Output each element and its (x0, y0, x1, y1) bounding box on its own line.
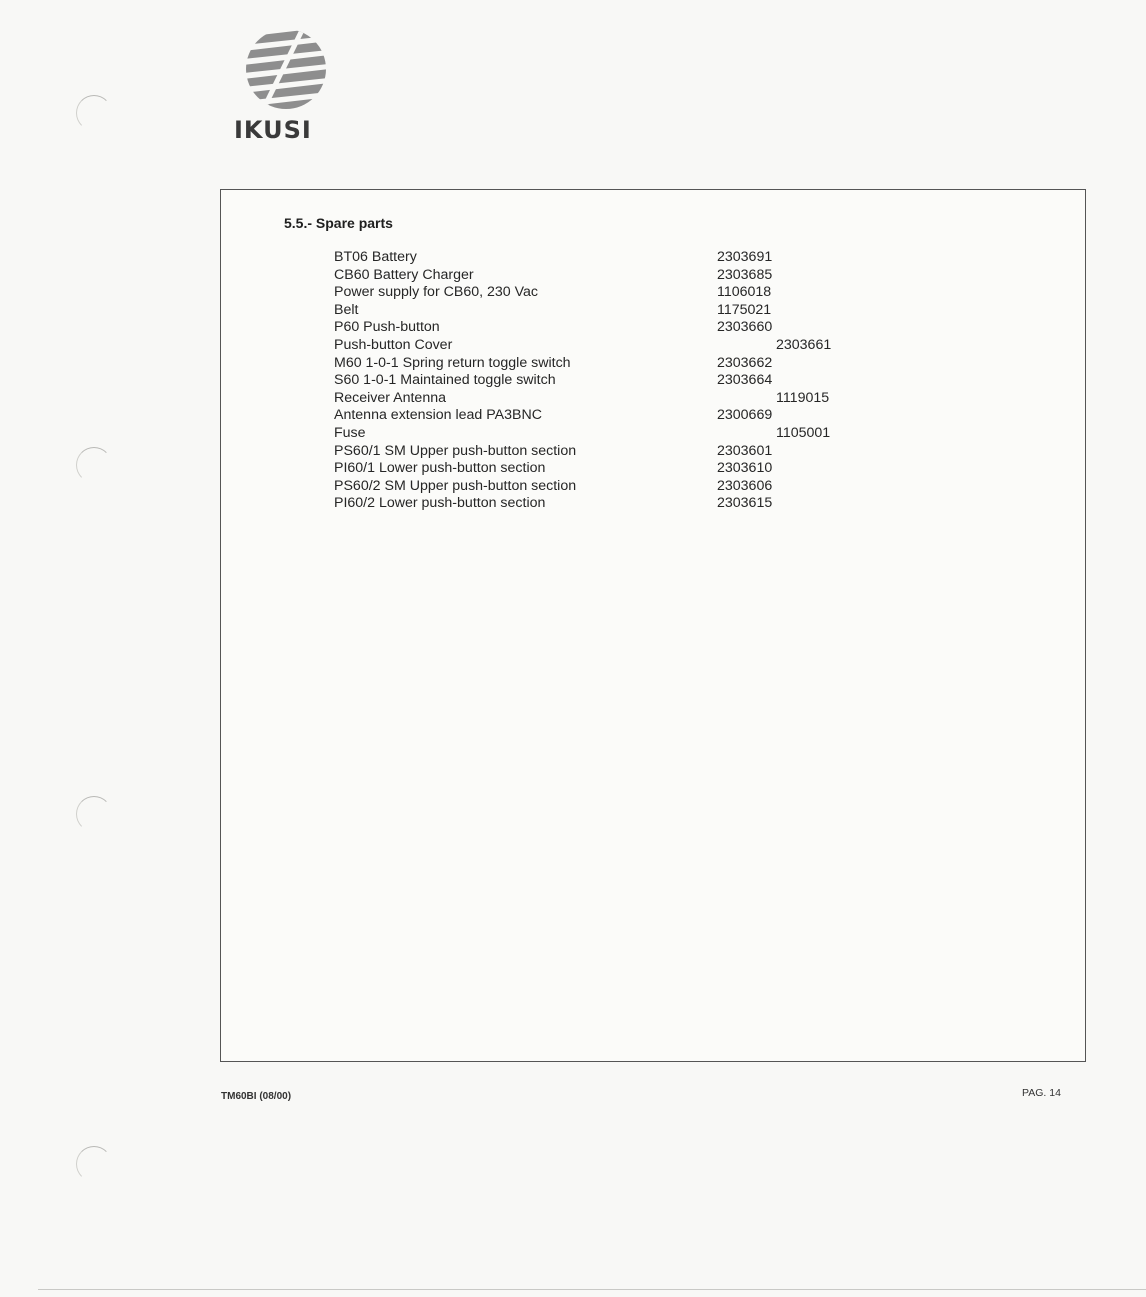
part-name: BT06 Battery (334, 249, 417, 265)
punch-hole-mark (76, 1146, 112, 1182)
part-name: Fuse (334, 424, 366, 441)
part-name: M60 1-0-1 Spring return toggle switch (334, 354, 571, 371)
list-item (334, 319, 874, 337)
list-item (334, 425, 874, 443)
part-name: P60 Push-button (334, 319, 440, 336)
part-code: 2303685 (717, 266, 773, 283)
part-name: Belt (334, 301, 359, 318)
logo-wordmark: IKUSI (234, 116, 312, 144)
part-code: 2303610 (717, 460, 773, 477)
part-code: 2303662 (717, 354, 773, 371)
part-name: PI60/1 Lower push-button section (334, 460, 546, 477)
part-name: PS60/1 SM Upper push-button section (334, 442, 577, 459)
list-item (334, 407, 874, 425)
list-item (334, 460, 874, 478)
part-code: 2303691 (717, 249, 773, 265)
list-item (334, 284, 874, 302)
list-item (334, 355, 874, 373)
part-code: 1119015 (776, 389, 830, 406)
punch-hole-mark (76, 447, 112, 483)
part-name: Power supply for CB60, 230 Vac (334, 284, 538, 301)
list-item (334, 267, 874, 285)
part-name: Push-button Cover (334, 336, 453, 353)
part-code: 2303661 (776, 336, 832, 353)
part-code: 1175021 (717, 301, 772, 318)
punch-hole-mark (76, 95, 112, 131)
list-item (334, 390, 874, 408)
part-name: S60 1-0-1 Maintained toggle switch (334, 372, 556, 389)
list-item (334, 372, 874, 390)
content-frame (220, 189, 1086, 1062)
list-item (334, 302, 874, 320)
list-item (334, 443, 874, 461)
part-name: CB60 Battery Charger (334, 266, 474, 283)
part-code: 1106018 (717, 284, 772, 301)
list-item (334, 249, 874, 267)
part-code: 2303606 (717, 477, 773, 494)
part-code: 1105001 (776, 424, 831, 441)
part-name: Receiver Antenna (334, 389, 446, 406)
part-code: 2303664 (717, 372, 773, 389)
section-title: 5.5.- Spare parts (284, 215, 393, 231)
page-number: PAG. 14 (1022, 1087, 1061, 1099)
part-code: 2300669 (717, 407, 773, 424)
list-item (334, 478, 874, 496)
list-item (334, 337, 874, 355)
list-item (334, 495, 874, 513)
document-code: TM60BI (08/00) (221, 1091, 292, 1102)
part-code: 2303660 (717, 319, 773, 336)
company-logo (234, 26, 338, 156)
striped-globe-icon (234, 26, 338, 112)
part-code: 2303601 (717, 442, 773, 459)
part-code: 2303615 (717, 495, 773, 512)
page-edge-line (38, 1289, 1146, 1290)
part-name: Antenna extension lead PA3BNC (334, 407, 542, 424)
part-name: PS60/2 SM Upper push-button section (334, 477, 577, 494)
punch-hole-mark (76, 796, 112, 832)
part-name: PI60/2 Lower push-button section (334, 495, 546, 512)
spare-parts-list (334, 249, 874, 513)
